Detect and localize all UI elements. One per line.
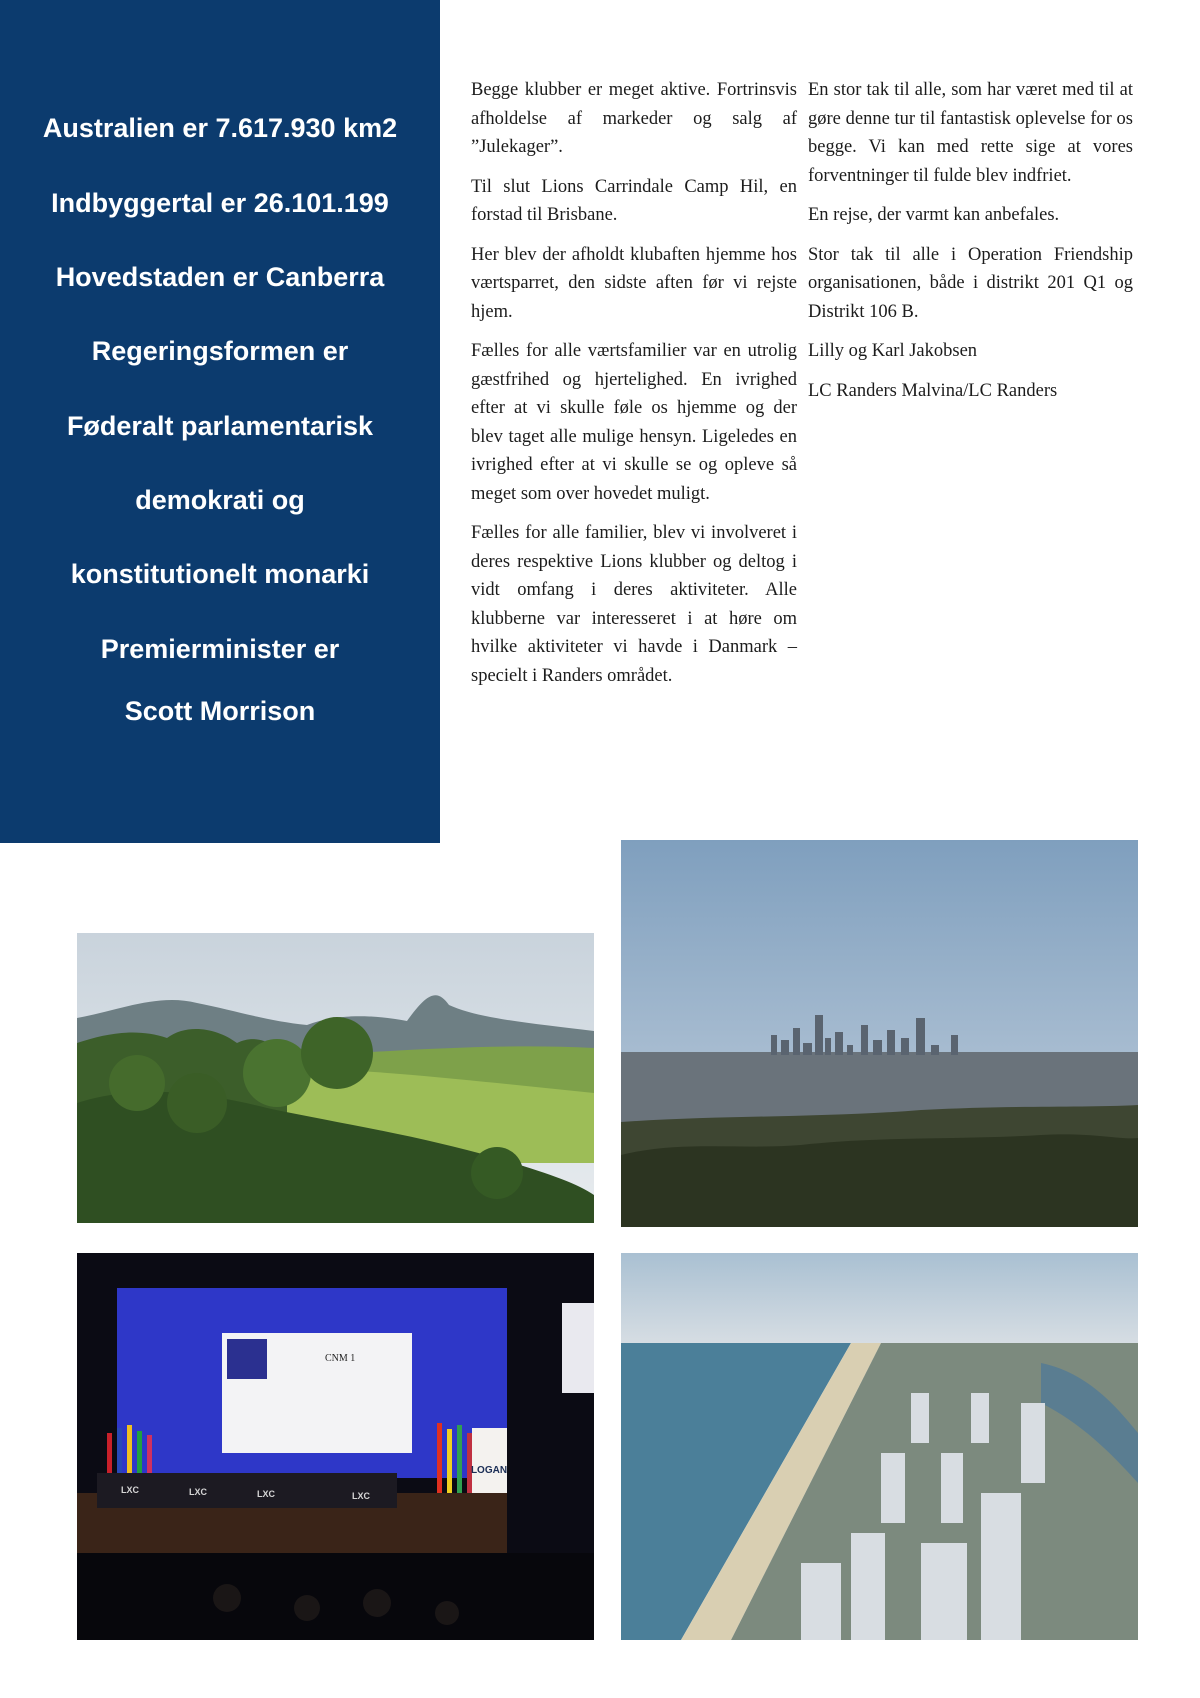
article-column-left: [471, 76, 797, 701]
paragraph: Fælles for alle værtsfamilier var en utrolig gæstfrihed og hjertelighed. En ivrighed efter at vi skulle føle os hjemme og der blev taget alle mulige hensyn. Ligeledes en ivrighed efter at vi skulle se og opleve så meget som over hovedet muligt.: [471, 341, 797, 504]
photo-mountain-landscape: [77, 933, 594, 1223]
paragraph: Lilly og Karl Jakobsen: [808, 341, 978, 361]
fact-capital: Hovedstaden er Canberra: [55, 262, 385, 292]
banner-text: LXC: [189, 1487, 207, 1497]
fact-government-line2: demokrati og: [135, 485, 305, 515]
fact-pm-name: Scott Morrison: [124, 696, 316, 726]
paragraph: LC Randers Malvina/LC Randers: [808, 380, 1058, 401]
paragraph: En stor tak til alle, som har været med til at gøre denne tur til fantastisk oplevelse for os begge. Vi kan med rette sige at vores forventninger til fulde blev indfriet.: [808, 80, 1133, 186]
photo-coastal-aerial: [621, 1253, 1138, 1640]
podium-brand: LOGAN: [470, 1465, 508, 1476]
photo-city-skyline: [621, 840, 1138, 1227]
paragraph: Her blev der afholdt klubaften hjemme hos værtsparret, den sidste aften før vi rejste hjem.: [471, 244, 797, 322]
banner-text: LXC: [257, 1489, 275, 1499]
paragraph: Til slut Lions Carrindale Camp Hil, en forstad til Brisbane.: [471, 176, 797, 225]
slide-title: CNM 1: [325, 1353, 356, 1364]
banner-text: LXC: [121, 1485, 139, 1495]
fact-area: Australien er 7.617.930 km2: [42, 113, 398, 143]
paragraph: Fælles for alle familier, blev vi involveret i deres respektive Lions klubber og deltog i vidt omfang i deres aktiviteter. Alle klubberne var interesseret i at høre om hvilke aktiviteter vi havde i Danmark – specielt i Randers området.: [471, 523, 797, 686]
fact-government-line3: konstitutionelt monarki: [70, 559, 370, 589]
photo-conference-stage: [77, 1253, 594, 1640]
paragraph: Stor tak til alle i Operation Friendship organisationen, både i distrikt 201 Q1 og Distrikt 106 B.: [808, 244, 1133, 322]
facts-panel: [0, 0, 440, 843]
fact-population: Indbyggertal er 26.101.199: [51, 188, 389, 218]
fact-pm-heading: Premierminister er: [100, 634, 340, 664]
paragraph: En rejse, der varmt kan anbefales.: [808, 205, 1060, 225]
paragraph: Begge klubber er meget aktive. Fortrinsvis afholdelse af markeder og salg af ”Julekager”.: [471, 80, 797, 157]
fact-government-line1: Føderalt parlamentarisk: [66, 411, 374, 441]
article-column-right: [808, 76, 1133, 416]
fact-government-heading: Regeringsformen er: [91, 336, 349, 366]
banner-text: LXC: [352, 1491, 370, 1501]
